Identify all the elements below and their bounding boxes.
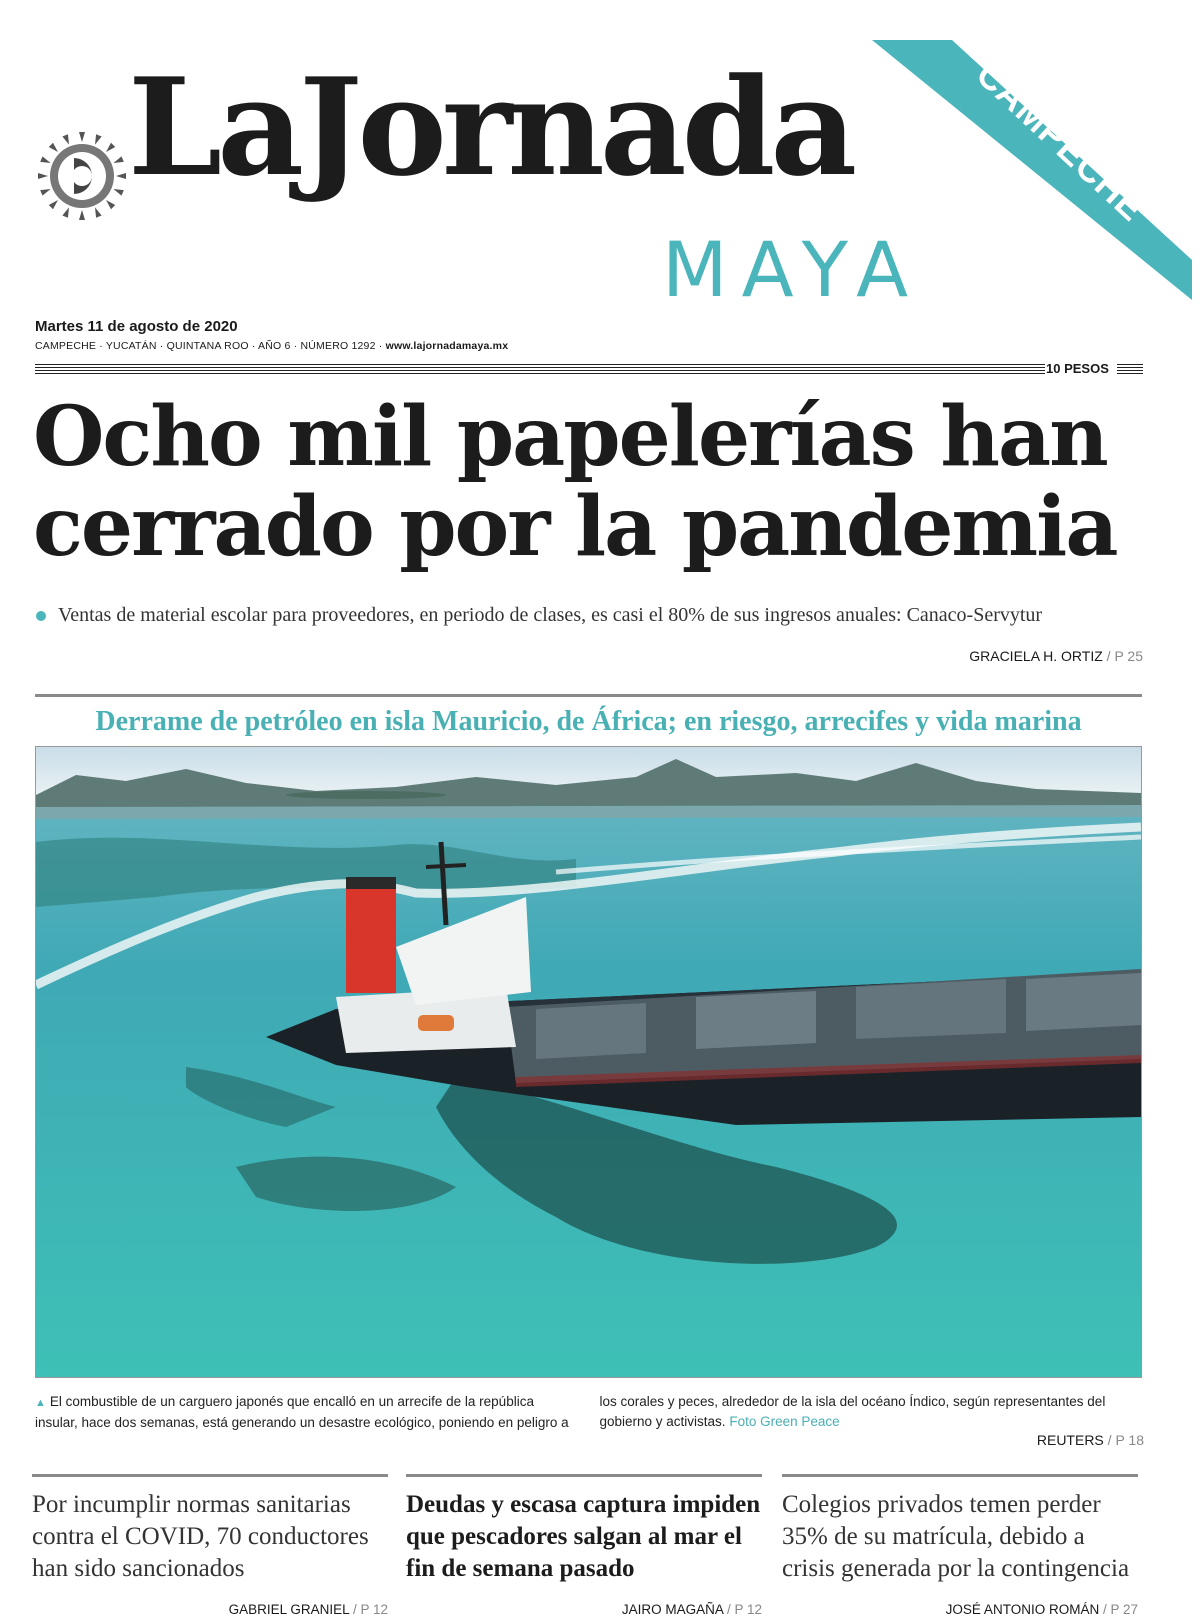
- price-label: 10 PESOS: [1046, 361, 1109, 376]
- story-byline: [622, 1602, 762, 1617]
- website-link[interactable]: www.lajornadamaya.mx: [385, 340, 509, 352]
- oil-spill-photo: [35, 746, 1142, 1378]
- story-rule: [32, 1474, 388, 1477]
- story-byline: [229, 1602, 388, 1617]
- photo-caption: [35, 1392, 1142, 1436]
- photo-headline[interactable]: Derrame de petróleo en isla Mauricio, de África; en riesgo, arrecifes y vida marina: [95, 706, 1082, 737]
- story-card[interactable]: [406, 1474, 762, 1617]
- story-author: GABRIEL GRANIEL: [228, 1602, 350, 1617]
- edition-ribbon-label: CAMPECHE: [968, 53, 1154, 230]
- bullet-icon: [36, 611, 46, 621]
- section-rule: [35, 694, 1142, 697]
- story-author: JAIRO MAGAÑA: [621, 1602, 724, 1617]
- triangle-up-icon: ▲: [35, 1397, 46, 1409]
- photo-credit: Foto Green Peace: [729, 1414, 840, 1429]
- headline-line-1: Ocho mil papelerías han: [33, 389, 1107, 485]
- edition-line: [35, 340, 508, 352]
- photo-source: REUTERS: [1036, 1432, 1104, 1448]
- price-rule: [1117, 364, 1143, 374]
- main-page-ref[interactable]: / P 25: [1106, 648, 1143, 664]
- main-headline[interactable]: [33, 389, 1153, 575]
- story-page-ref[interactable]: / P 12: [352, 1602, 388, 1617]
- story-title[interactable]: Por incumplir normas sanitarias contra el COVID, 70 conductores han sido sancionados: [32, 1491, 369, 1582]
- sun-logo-icon: [36, 130, 128, 222]
- main-dek: [36, 604, 1156, 627]
- story-title[interactable]: Colegios privados temen perder 35% de su matrícula, debido a crisis generada por la contingencia: [782, 1491, 1130, 1582]
- caption-text: El combustible de un carguero japonés que encalló en un arrecife de la república insular, hace dos semanas, está generando un desastre ecológico, poniendo en peligro a los corales y peces, alrededor de la isla del océano Índico, según representantes del gobierno y activistas.: [35, 1394, 1106, 1430]
- story-author: JOSÉ ANTONIO ROMÁN: [945, 1602, 1100, 1617]
- story-card[interactable]: [782, 1474, 1138, 1617]
- story-rule: [406, 1474, 762, 1477]
- story-page-ref[interactable]: / P 12: [726, 1602, 762, 1617]
- main-credit: [969, 648, 1143, 664]
- main-dek-text: Ventas de material escolar para proveedores, en periodo de clases, es casi el 80% de sus ingresos anuales: Canaco-Servytur: [58, 604, 1043, 626]
- issue-date: Martes 11 de agosto de 2020: [35, 318, 238, 335]
- story-card[interactable]: [32, 1474, 388, 1617]
- headline-line-2: cerrado por la pandemia: [33, 479, 1117, 575]
- edition-ribbon: [872, 40, 1192, 300]
- edition-info: CAMPECHE · YUCATÁN · QUINTANA ROO · AÑO 6 · NÚMERO 1292 ·: [35, 340, 383, 352]
- main-author: GRACIELA H. ORTIZ: [969, 648, 1103, 664]
- masthead-sub-brand: MAYA: [662, 225, 923, 314]
- header-rule: [35, 364, 1045, 374]
- ship-illustration: [36, 747, 1141, 1377]
- photo-credit-line: [1037, 1432, 1144, 1448]
- masthead-brand: LaJornada: [128, 48, 853, 206]
- story-byline: [946, 1602, 1138, 1617]
- story-rule: [782, 1474, 1138, 1477]
- photo-page-ref[interactable]: / P 18: [1107, 1432, 1144, 1448]
- story-title[interactable]: Deudas y escasa captura impiden que pescadores salgan al mar el fin de semana pasado: [406, 1491, 761, 1582]
- story-page-ref[interactable]: / P 27: [1102, 1602, 1138, 1617]
